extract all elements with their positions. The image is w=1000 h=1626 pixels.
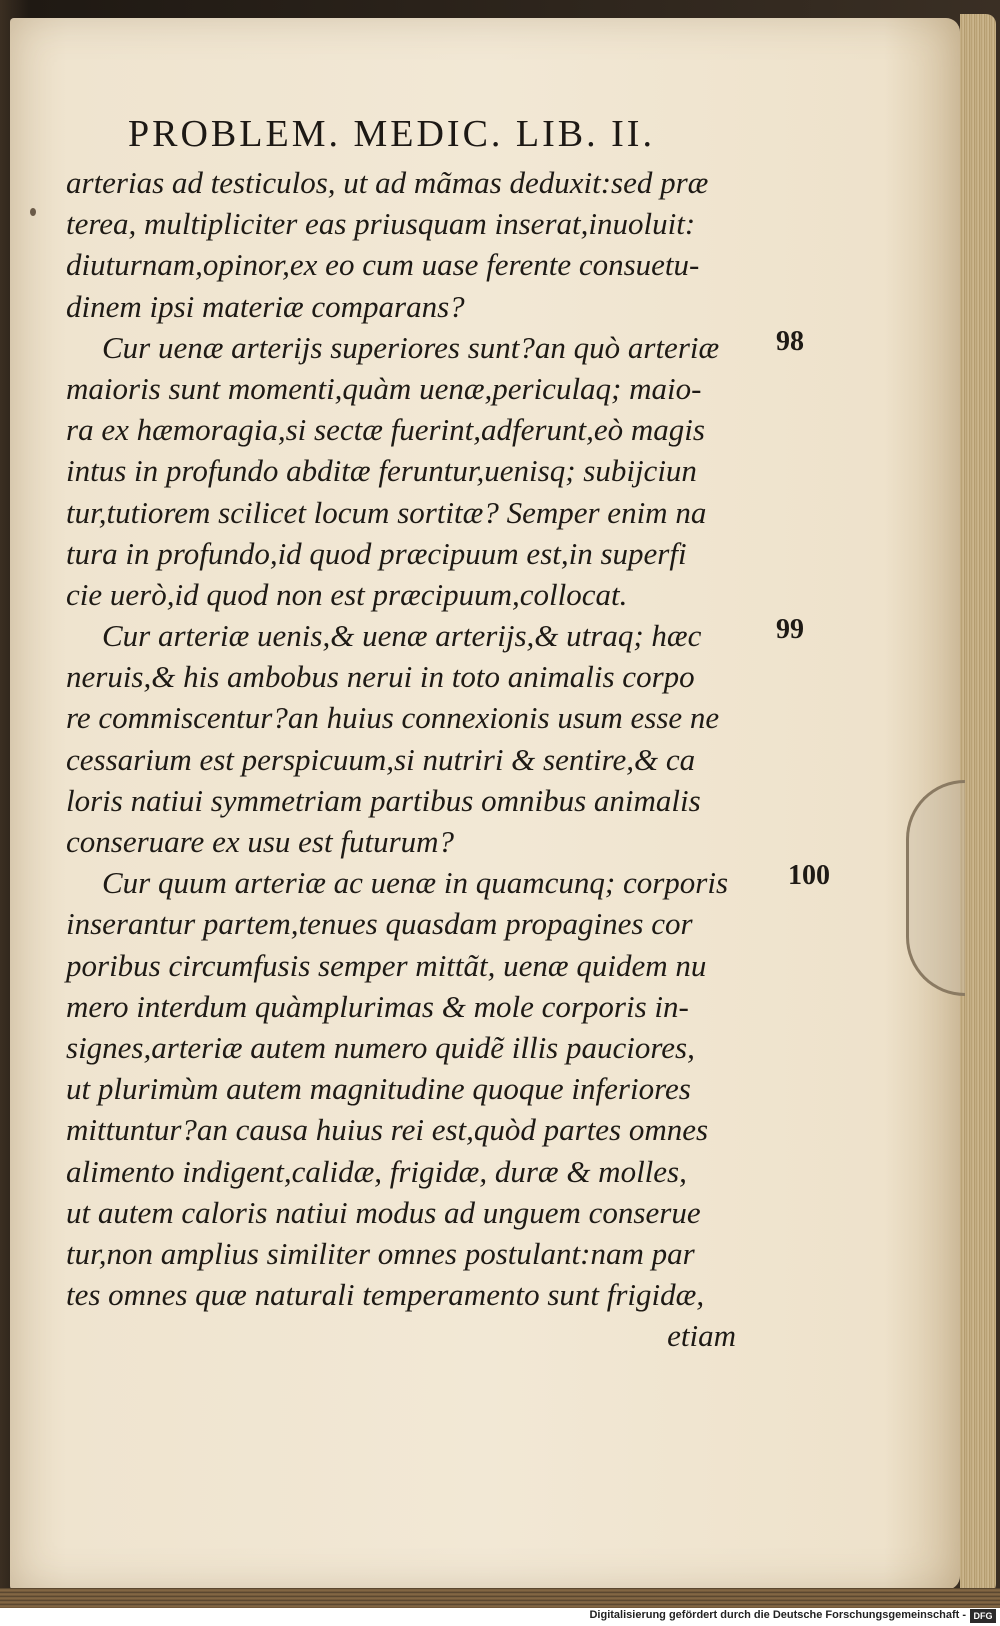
margin-number-99: 99: [776, 614, 804, 645]
catchword: etiam: [667, 1318, 736, 1354]
running-head: PROBLEM. MEDIC. LIB. II.: [128, 113, 655, 155]
text-line: maioris sunt momenti,quàm uenæ,periculaq; maio-: [66, 370, 702, 406]
text-line: terea, multipliciter eas priusquam inserat,inuoluit:: [66, 206, 696, 242]
dfg-logo: DFG: [970, 1609, 996, 1623]
text-line: inserantur partem,tenues quasdam propagines cor: [66, 906, 693, 942]
text-line: Cur uenæ arterijs superiores sunt?an quò arteriæ: [102, 329, 720, 365]
text-line: loris natiui symmetriam partibus omnibus animalis: [66, 782, 701, 818]
text-line: poribus circumfusis semper mittãt, uenæ quidem nu: [66, 947, 707, 983]
text-line: alimento indigent,calidæ, frigidæ, duræ & molles,: [66, 1153, 687, 1189]
text-line: tes omnes quæ naturali temperamento sunt frigidæ,: [66, 1277, 705, 1313]
text-line: Cur quum arteriæ ac uenæ in quamcunq; corporis: [102, 865, 729, 901]
text-line: ut autem caloris natiui modus ad unguem conserue: [66, 1194, 701, 1230]
text-line: tur,non amplius similiter omnes postulant:nam par: [66, 1235, 695, 1271]
text-line: Cur arteriæ uenis,& uenæ arterijs,& utraq; hæc: [102, 618, 702, 654]
text-line: cessarium est perspicuum,si nutriri & sentire,& ca: [66, 741, 696, 777]
text-line: ra ex hæmoragia,si sectæ fuerint,adferunt,eò magis: [66, 412, 705, 448]
page-clip: [906, 780, 965, 996]
text-line: cie uerò,id quod non est præcipuum,collocat.: [66, 576, 628, 612]
text-line: intus in profundo abditæ feruntur,uenisq; subijciun: [66, 453, 697, 489]
text-line: mero interdum quàmplurimas & mole corporis in-: [66, 988, 689, 1024]
page-edge: [960, 14, 996, 1594]
text-line: tur,tutiorem scilicet locum sortitæ? Semper enim na: [66, 494, 707, 530]
text-line: ut plurimùm autem magnitudine quoque inferiores: [66, 1071, 691, 1107]
margin-number-98: 98: [776, 326, 804, 357]
margin-number-100: 100: [788, 860, 830, 891]
text-line: signes,arteriæ autem numero quidẽ illis pauciores,: [66, 1029, 695, 1065]
funding-credit: Digitalisierung gefördert durch die Deutsche Forschungsgemeinschaft -: [589, 1609, 966, 1621]
text-line: diuturnam,opinor,ex eo cum uase ferente consuetu-: [66, 247, 700, 283]
text-block: [66, 162, 746, 1356]
text-line: arterias ad testiculos, ut ad mãmas deduxit:sed præ: [66, 165, 709, 200]
text-line: conseruare ex usu est futurum?: [66, 824, 455, 859]
ink-mark: [30, 208, 36, 216]
text-line: dinem ipsi materiæ comparans?: [66, 288, 465, 324]
text-line: neruis,& his ambobus nerui in toto animalis corpo: [66, 659, 695, 695]
text-line: mittuntur?an causa huius rei est,quòd partes omnes: [66, 1112, 709, 1148]
text-line: re commiscentur?an huius connexionis usum esse ne: [66, 700, 720, 736]
text-line: tura in profundo,id quod præcipuum est,in superfi: [66, 535, 687, 571]
book-bottom-edge: [0, 1588, 1000, 1608]
